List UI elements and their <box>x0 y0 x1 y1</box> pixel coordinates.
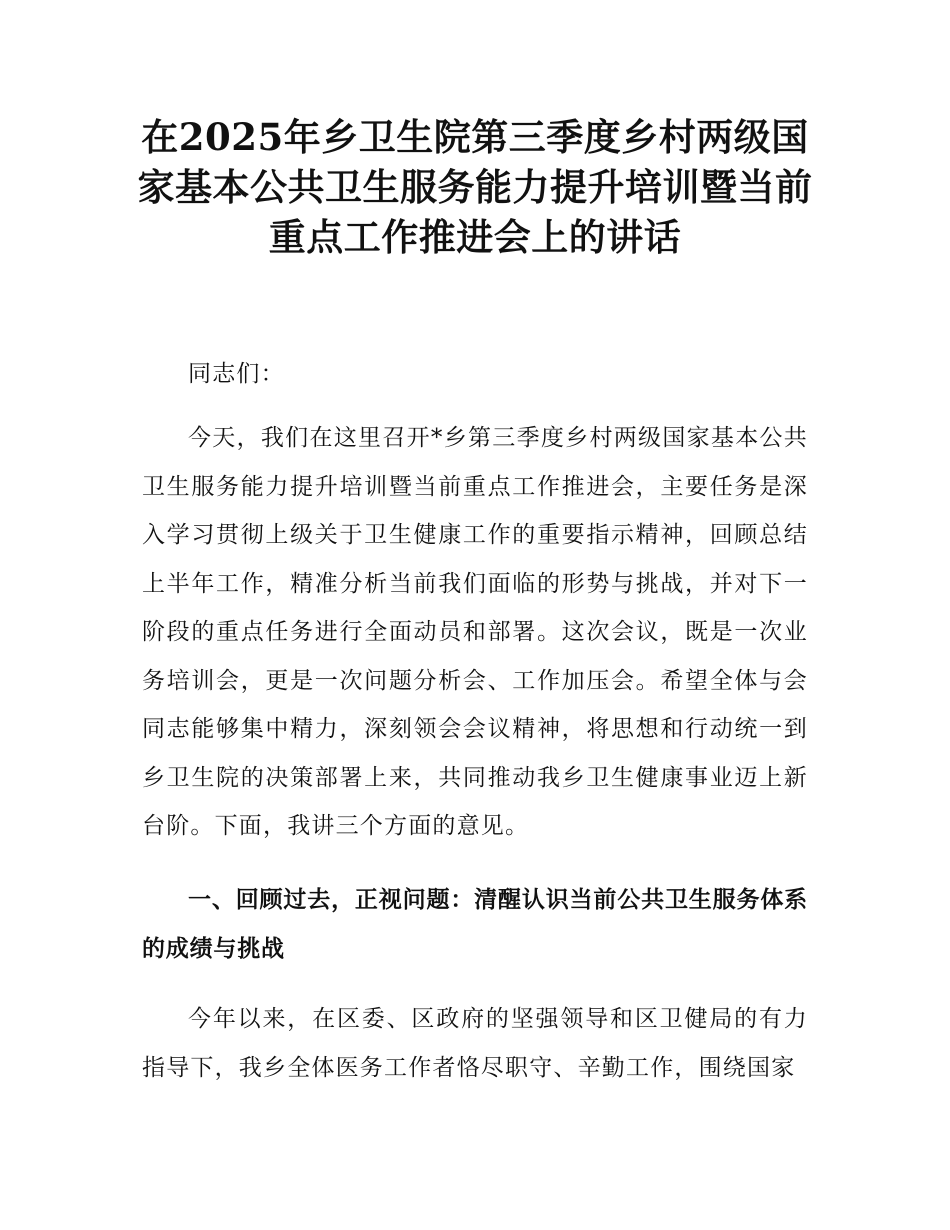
greeting: 同志们： <box>188 361 285 387</box>
document-title: 在2025年乡卫生院第三季度乡村两级国家基本公共卫生服务能力提升培训暨当前重点工作推进会上的讲话 <box>137 115 813 259</box>
section-heading: 一、回顾过去，正视问题：清醒认识当前公共卫生服务体系的成绩与挑战 <box>142 887 808 962</box>
section-paragraph: 今年以来，在区委、区政府的坚强领导和区卫健局的有力指导下，我乡全体医务工作者恪尽职守、辛勤工作，围绕国家 <box>142 1006 808 1081</box>
intro-paragraph: 今天，我们在这里召开*乡第三季度乡村两级国家基本公共卫生服务能力提升培训暨当前重点工作推进会，主要任务是深入学习贯彻上级关于卫生健康工作的重要指示精神，回顾总结上半年工作，精准分析当前我们面临的形势与挑战，并对下一阶段的重点任务进行全面动员和部署。这次会议，既是一次业务培训会，更是一次问题分析会、工作加压会。希望全体与会同志能够集中精力，深刻领会会议精神，将思想和行动统一到乡卫生院的决策部署上来，共同推动我乡卫生健康事业迈上新台阶。下面，我讲三个方面的意见。 <box>142 425 808 839</box>
